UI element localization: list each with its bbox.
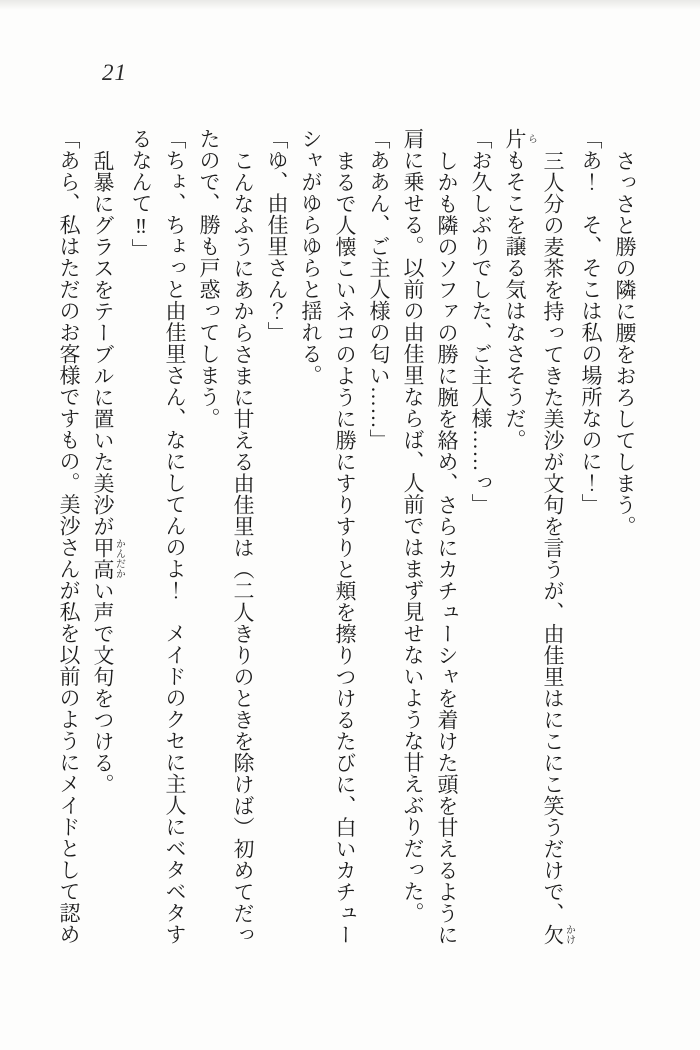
furigana-ruby xyxy=(503,128,537,150)
text-segment: もそこを譲る気はなさそうだ。 xyxy=(503,149,527,451)
text-column-9: まるで人懐こいネコのように勝にすりすりと頬を擦りつけるたびに、白いカチュー xyxy=(333,149,357,945)
text-column-3 xyxy=(536,128,574,954)
text-column-17: 「あら、私はただのお客様ですもの。美沙さんが私を以前のようにメイドとして認め xyxy=(57,128,81,945)
text-column-11: 「ゆ、由佳里さん？」 xyxy=(265,128,289,343)
text-column-8: 「ああん、ご主人様の匂い……」 xyxy=(367,128,391,451)
text-column-4 xyxy=(498,128,536,954)
furigana-ruby xyxy=(541,923,575,946)
text-column-15: るなんて‼」 xyxy=(129,128,153,260)
text-area xyxy=(52,128,642,954)
text-segment: 乱暴にグラスをテーブルに置いた美沙が xyxy=(91,149,115,537)
text-segment: い声で文句をつける。 xyxy=(91,579,115,795)
scan-edge-shading xyxy=(0,0,700,10)
text-column-1: さっさと勝の隣に腰をおろしてしまう。 xyxy=(613,149,637,537)
text-segment: 三人分の麦茶を持ってきた美沙が文句を言うが、由佳里はにこにこ笑うだけで、 xyxy=(541,149,565,924)
text-column-16 xyxy=(86,128,124,954)
ruby-base: 欠 xyxy=(541,923,565,945)
ruby-base: 片 xyxy=(503,128,527,150)
page-number: 21 xyxy=(102,60,127,85)
ruby-base: 甲高 xyxy=(91,536,115,580)
text-column-14: 「ちょ、ちょっと由佳里さん、なにしてんのよ！ メイドのクセに主人にベタベタす xyxy=(163,128,187,945)
text-column-5: 「お久しぶりでした、ご主人様……っ」 xyxy=(469,128,493,515)
ruby-text: かけ xyxy=(563,923,575,945)
text-column-6: しかも隣のソファの勝に腕を絡め、さらにカチューシャを着けた頭を甘えるように xyxy=(435,149,459,945)
text-column-13: たので、勝も戸惑ってしまう。 xyxy=(197,128,221,429)
ruby-text: かんだか xyxy=(113,536,125,580)
furigana-ruby xyxy=(91,536,125,580)
text-column-2: 「あ！ そ、そこは私の場所なのに！」 xyxy=(579,128,603,515)
ruby-text: ら xyxy=(525,128,537,150)
text-column-12: こんなふうにあからさまに甘える由佳里は（二人きりのときを除けば）初めてだっ xyxy=(231,149,255,945)
text-column-10: シャがゆらゆらと揺れる。 xyxy=(299,128,323,386)
text-column-7: 肩に乗せる。以前の由佳里ならば、人前ではまず見せないような甘えぶりだった。 xyxy=(401,128,425,924)
